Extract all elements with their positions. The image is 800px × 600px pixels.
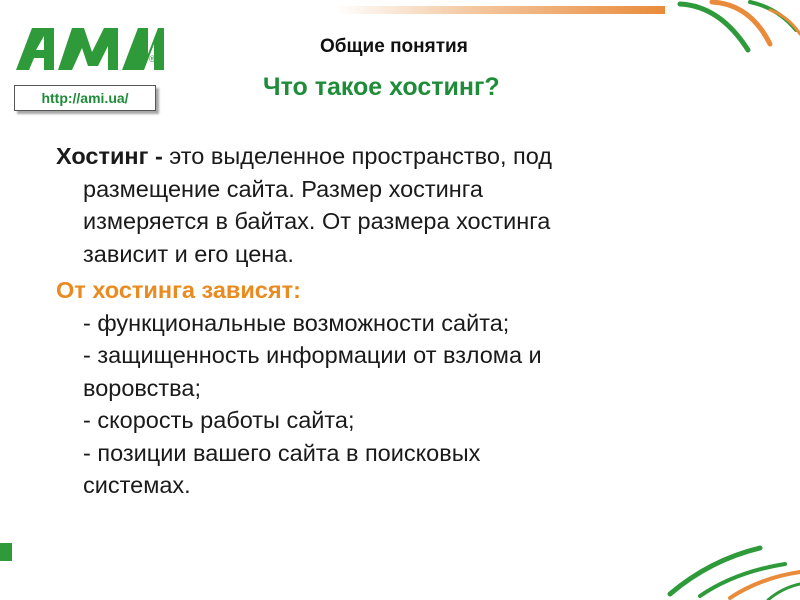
top-swoosh-decoration	[650, 0, 800, 70]
definition-line-3: измеряется в байтах. От размера хостинга	[83, 208, 551, 234]
list-item: - функциональные возможности сайта;	[83, 309, 510, 336]
definition-term: Хостинг -	[56, 143, 163, 169]
list-item-continuation: воровства;	[83, 374, 201, 401]
definition-paragraph	[56, 140, 756, 270]
list-item: - позиции вашего сайта в поисковых	[83, 439, 481, 466]
list-item: - защищенность информации от взлома и	[83, 342, 542, 368]
top-decorative-stripe	[335, 6, 665, 14]
definition-line-2: размещение сайта. Размер хостинга	[83, 175, 483, 202]
definition-line-1: это выделенное пространство, под	[162, 143, 553, 169]
list-item-continuation: системах.	[83, 472, 191, 498]
ami-logo	[14, 22, 164, 72]
depends-heading: От хостинга зависят:	[56, 277, 301, 303]
registered-mark: ®	[149, 54, 156, 64]
slide-subtitle: Общие понятия	[320, 36, 468, 57]
slide-body	[56, 140, 756, 502]
bottom-swoosh-decoration	[650, 520, 800, 600]
green-side-marker	[0, 543, 12, 561]
slide-title: Что такое хостинг?	[263, 73, 500, 101]
website-link[interactable]: http://ami.ua/	[14, 85, 156, 111]
list-item: - скорость работы сайта;	[83, 407, 355, 433]
definition-line-4: зависит и его цена.	[83, 240, 294, 267]
